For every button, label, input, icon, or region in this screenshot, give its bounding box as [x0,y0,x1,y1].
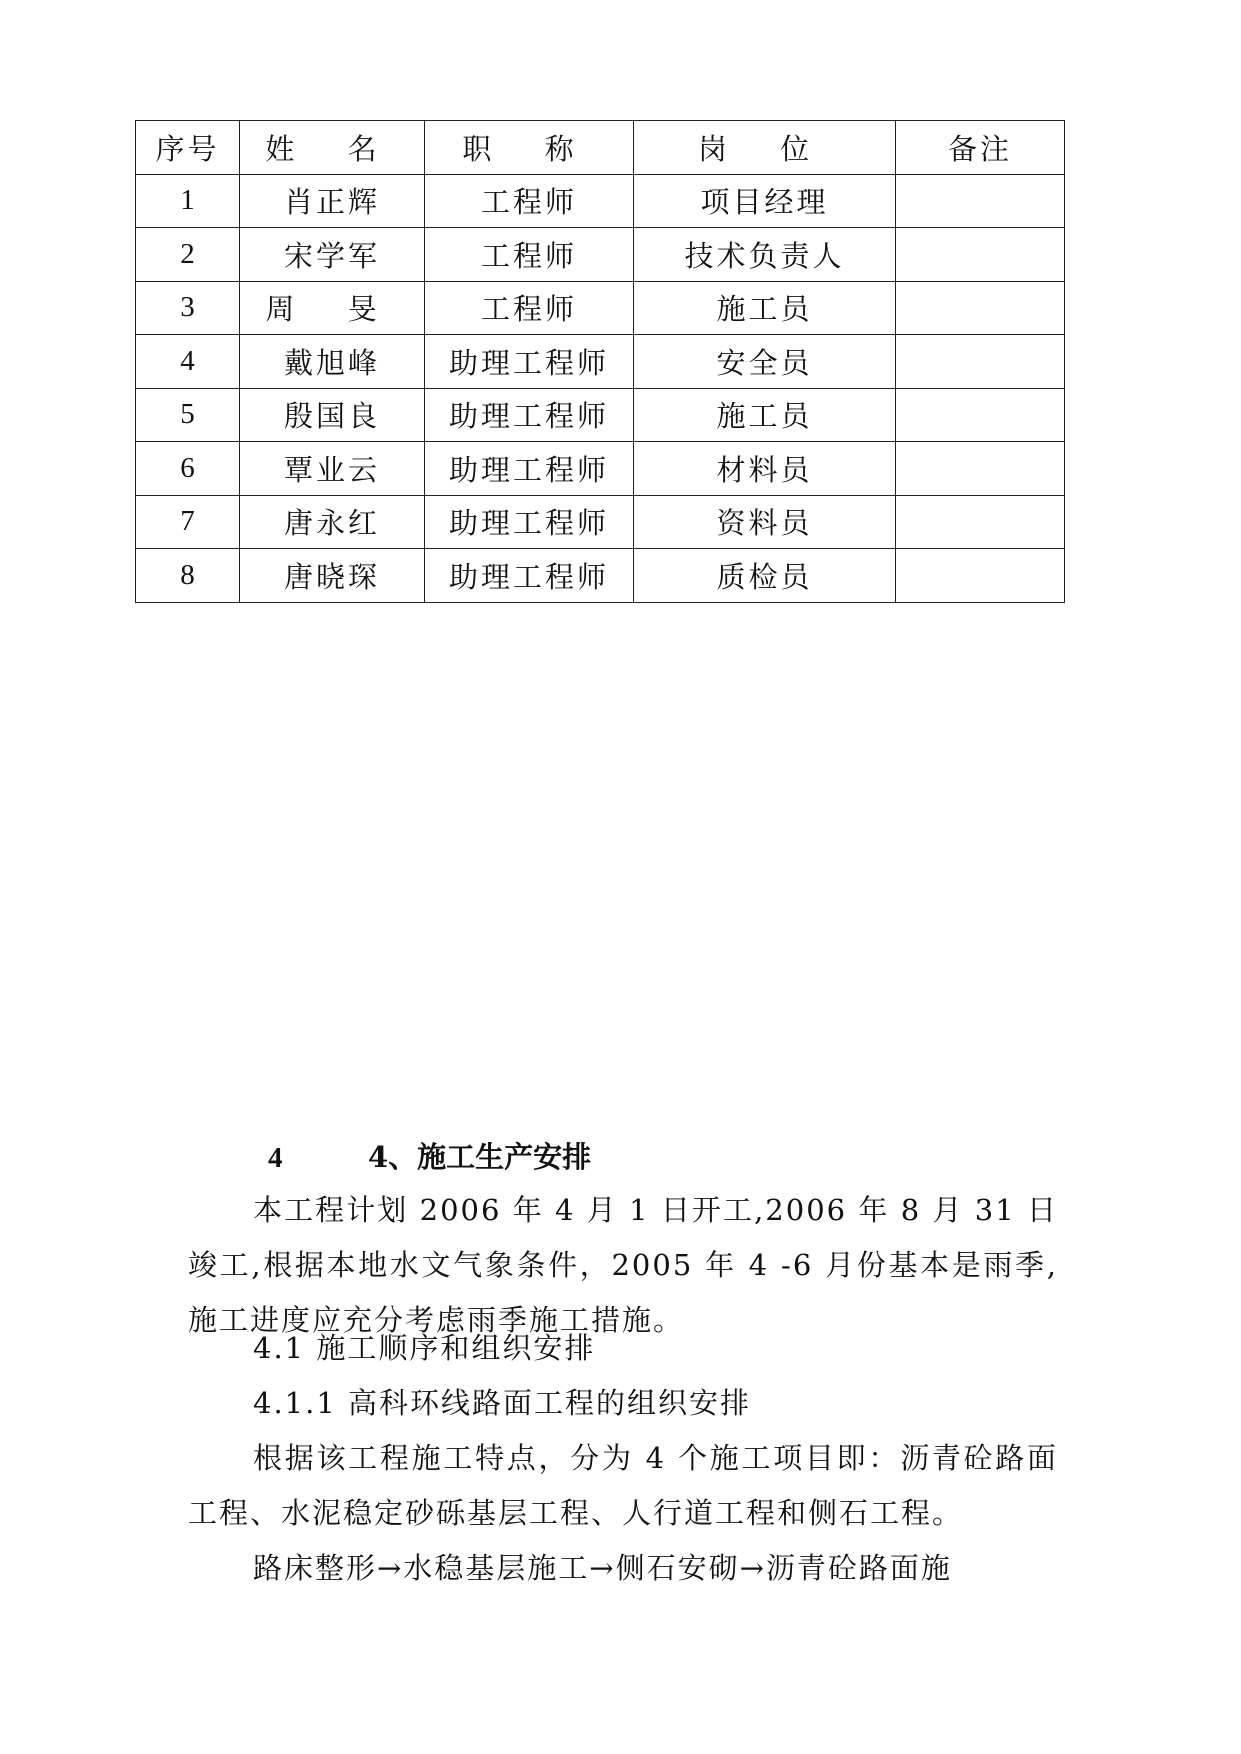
header-post: 岗 位 [634,121,896,175]
cell-post: 安全员 [634,335,896,389]
table-header-row [136,121,1065,175]
cell-note [896,228,1065,282]
cell-no: 5 [136,388,240,442]
cell-note [896,388,1065,442]
cell-name: 殷国良 [240,388,425,442]
section-number: 4 [268,1142,283,1174]
subheading-4-1: 4.1 施工顺序和组织安排 [253,1331,596,1365]
cell-no: 1 [136,174,240,228]
cell-title: 助理工程师 [425,335,634,389]
cell-title: 工程师 [425,228,634,282]
cell-title: 助理工程师 [425,549,634,603]
cell-name: 周 旻 [240,281,425,335]
cell-note [896,549,1065,603]
cell-title: 工程师 [425,281,634,335]
table-row [136,281,1065,335]
paragraph-projects: 根据该工程施工特点，分为 4 个施工项目即：沥青砼路面工程、水泥稳定砂砾基层工程、人行道工程和侧石工程。 [188,1441,1058,1530]
cell-name: 戴旭峰 [240,335,425,389]
cell-title: 助理工程师 [425,495,634,549]
cell-note [896,442,1065,496]
paragraph-schedule: 本工程计划 2006 年 4 月 1 日开工,2006 年 8 月 31 日竣工,根据本地水文气象条件，2005 年 4 -6 月份基本是雨季,施工进度应充分考虑雨季施工措施。 [188,1193,1058,1337]
cell-post: 施工员 [634,281,896,335]
header-title: 职 称 [425,121,634,175]
cell-no: 7 [136,495,240,549]
section-heading [268,1135,591,1176]
cell-name: 肖正辉 [240,174,425,228]
table-row [136,549,1065,603]
cell-post: 资料员 [634,495,896,549]
table-row [136,174,1065,228]
cell-title: 助理工程师 [425,388,634,442]
header-name: 姓 名 [240,121,425,175]
cell-no: 2 [136,228,240,282]
cell-no: 4 [136,335,240,389]
cell-no: 6 [136,442,240,496]
cell-note [896,174,1065,228]
cell-name: 宋学军 [240,228,425,282]
cell-post: 技术负责人 [634,228,896,282]
cell-note [896,281,1065,335]
header-note: 备注 [896,121,1065,175]
staff-table [135,120,1065,603]
cell-post: 质检员 [634,549,896,603]
cell-title: 助理工程师 [425,442,634,496]
cell-post: 材料员 [634,442,896,496]
table-row [136,388,1065,442]
subheading-4-1-1: 4.1.1 高科环线路面工程的组织安排 [253,1386,752,1420]
cell-post: 施工员 [634,388,896,442]
cell-note [896,335,1065,389]
cell-post: 项目经理 [634,174,896,228]
cell-no: 3 [136,281,240,335]
cell-title: 工程师 [425,174,634,228]
cell-no: 8 [136,549,240,603]
header-no: 序号 [136,121,240,175]
cell-note [896,495,1065,549]
cell-name: 唐永红 [240,495,425,549]
cell-name: 唐晓琛 [240,549,425,603]
construction-flow: 路床整形→水稳基层施工→侧石安砌→沥青砼路面施 [253,1551,952,1585]
table-row [136,335,1065,389]
section-title: 4、施工生产安排 [368,1140,592,1174]
cell-name: 覃业云 [240,442,425,496]
table-row [136,442,1065,496]
table-row [136,495,1065,549]
table-row [136,228,1065,282]
